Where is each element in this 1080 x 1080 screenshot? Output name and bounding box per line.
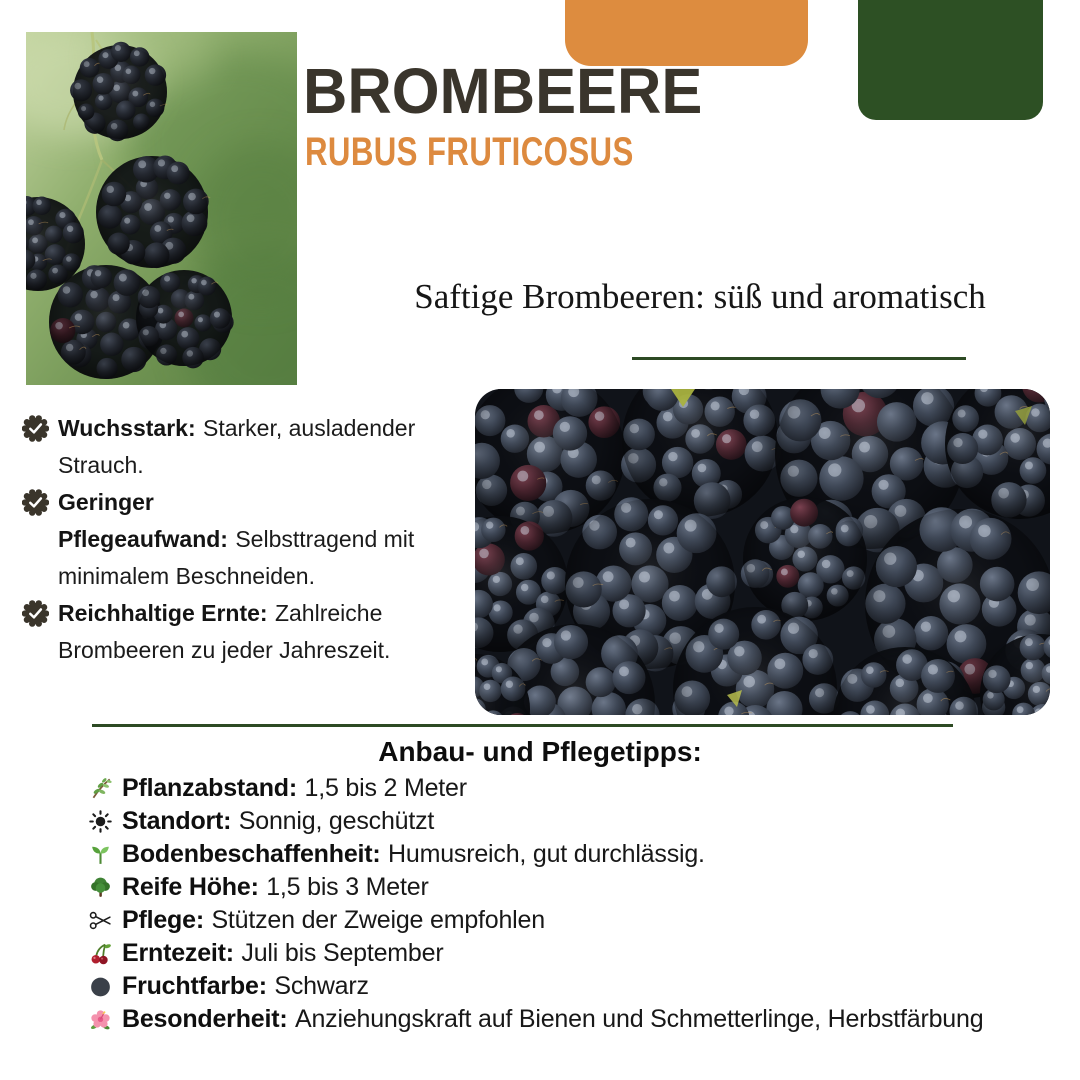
tip-value: Schwarz [274, 972, 369, 1000]
hibiscus-icon [88, 1007, 114, 1033]
tip-item [88, 1003, 988, 1036]
tip-item [88, 871, 988, 904]
feature-item [22, 484, 434, 595]
feature-list [22, 410, 442, 669]
tip-value: Humusreich, gut durchlässig. [388, 840, 705, 868]
seal-check-icon [22, 600, 49, 627]
tip-item [88, 772, 988, 805]
tip-label: Pflanzabstand: [122, 774, 297, 802]
seal-check-icon [22, 415, 49, 442]
tip-value: Stützen der Zweige empfohlen [211, 906, 545, 934]
tagline-underline [632, 357, 966, 360]
tip-item [88, 805, 988, 838]
tip-value: Juli bis September [241, 939, 444, 967]
tree-icon [88, 875, 114, 901]
tip-label: Reife Höhe: [122, 873, 259, 901]
tip-label: Bodenbeschaffenheit: [122, 840, 381, 868]
feature-item [22, 595, 434, 669]
tip-label: Pflege: [122, 906, 204, 934]
tip-item [88, 937, 988, 970]
tip-label: Besonderheit: [122, 1005, 288, 1033]
cherries-icon [88, 941, 114, 967]
feature-text: Selbsttragend mit minimalem Beschneiden. [58, 526, 415, 589]
feature-label: Geringer Pflegeaufwand: [58, 489, 228, 552]
blackberry-closeup-photo [475, 389, 1050, 715]
seal-check-icon [22, 489, 49, 516]
page-title: BROMBEERE [303, 55, 703, 127]
blackberry-branch-photo [26, 32, 297, 385]
tip-value: Anziehungskraft auf Bienen und Schmetterlinge, Herbstfärbung [294, 1005, 984, 1033]
tip-item [88, 838, 988, 871]
section-divider [92, 724, 953, 727]
black-circle-icon [88, 974, 114, 1000]
page-subtitle: RUBUS FRUTICOSUS [305, 130, 634, 174]
feature-item [22, 410, 434, 484]
tip-label: Standort: [122, 807, 232, 835]
seedling-icon [88, 842, 114, 868]
tagline: Saftige Brombeeren: süß und aromatisch [414, 277, 986, 316]
feature-label: Reichhaltige Ernte: [58, 600, 268, 626]
feature-label: Wuchsstark: [58, 415, 196, 441]
tip-value: 1,5 bis 2 Meter [304, 774, 467, 802]
tip-value: Sonnig, geschützt [238, 807, 435, 835]
herb-icon [88, 775, 114, 801]
tips-heading: Anbau- und Pflegetipps: [378, 736, 702, 767]
scissors-icon [88, 908, 114, 934]
tip-item [88, 970, 988, 1003]
tip-label: Erntezeit: [122, 939, 234, 967]
tips-list [88, 772, 988, 1036]
green-shape [858, 0, 1043, 120]
tip-value: 1,5 bis 3 Meter [266, 873, 429, 901]
feature-text: Starker, ausladender Strauch. [58, 415, 416, 478]
tip-item [88, 904, 988, 937]
feature-text: Zahlreiche Brombeeren zu jeder Jahreszeit. [58, 600, 391, 663]
sun-icon [88, 809, 114, 835]
tip-label: Fruchtfarbe: [122, 972, 267, 1000]
